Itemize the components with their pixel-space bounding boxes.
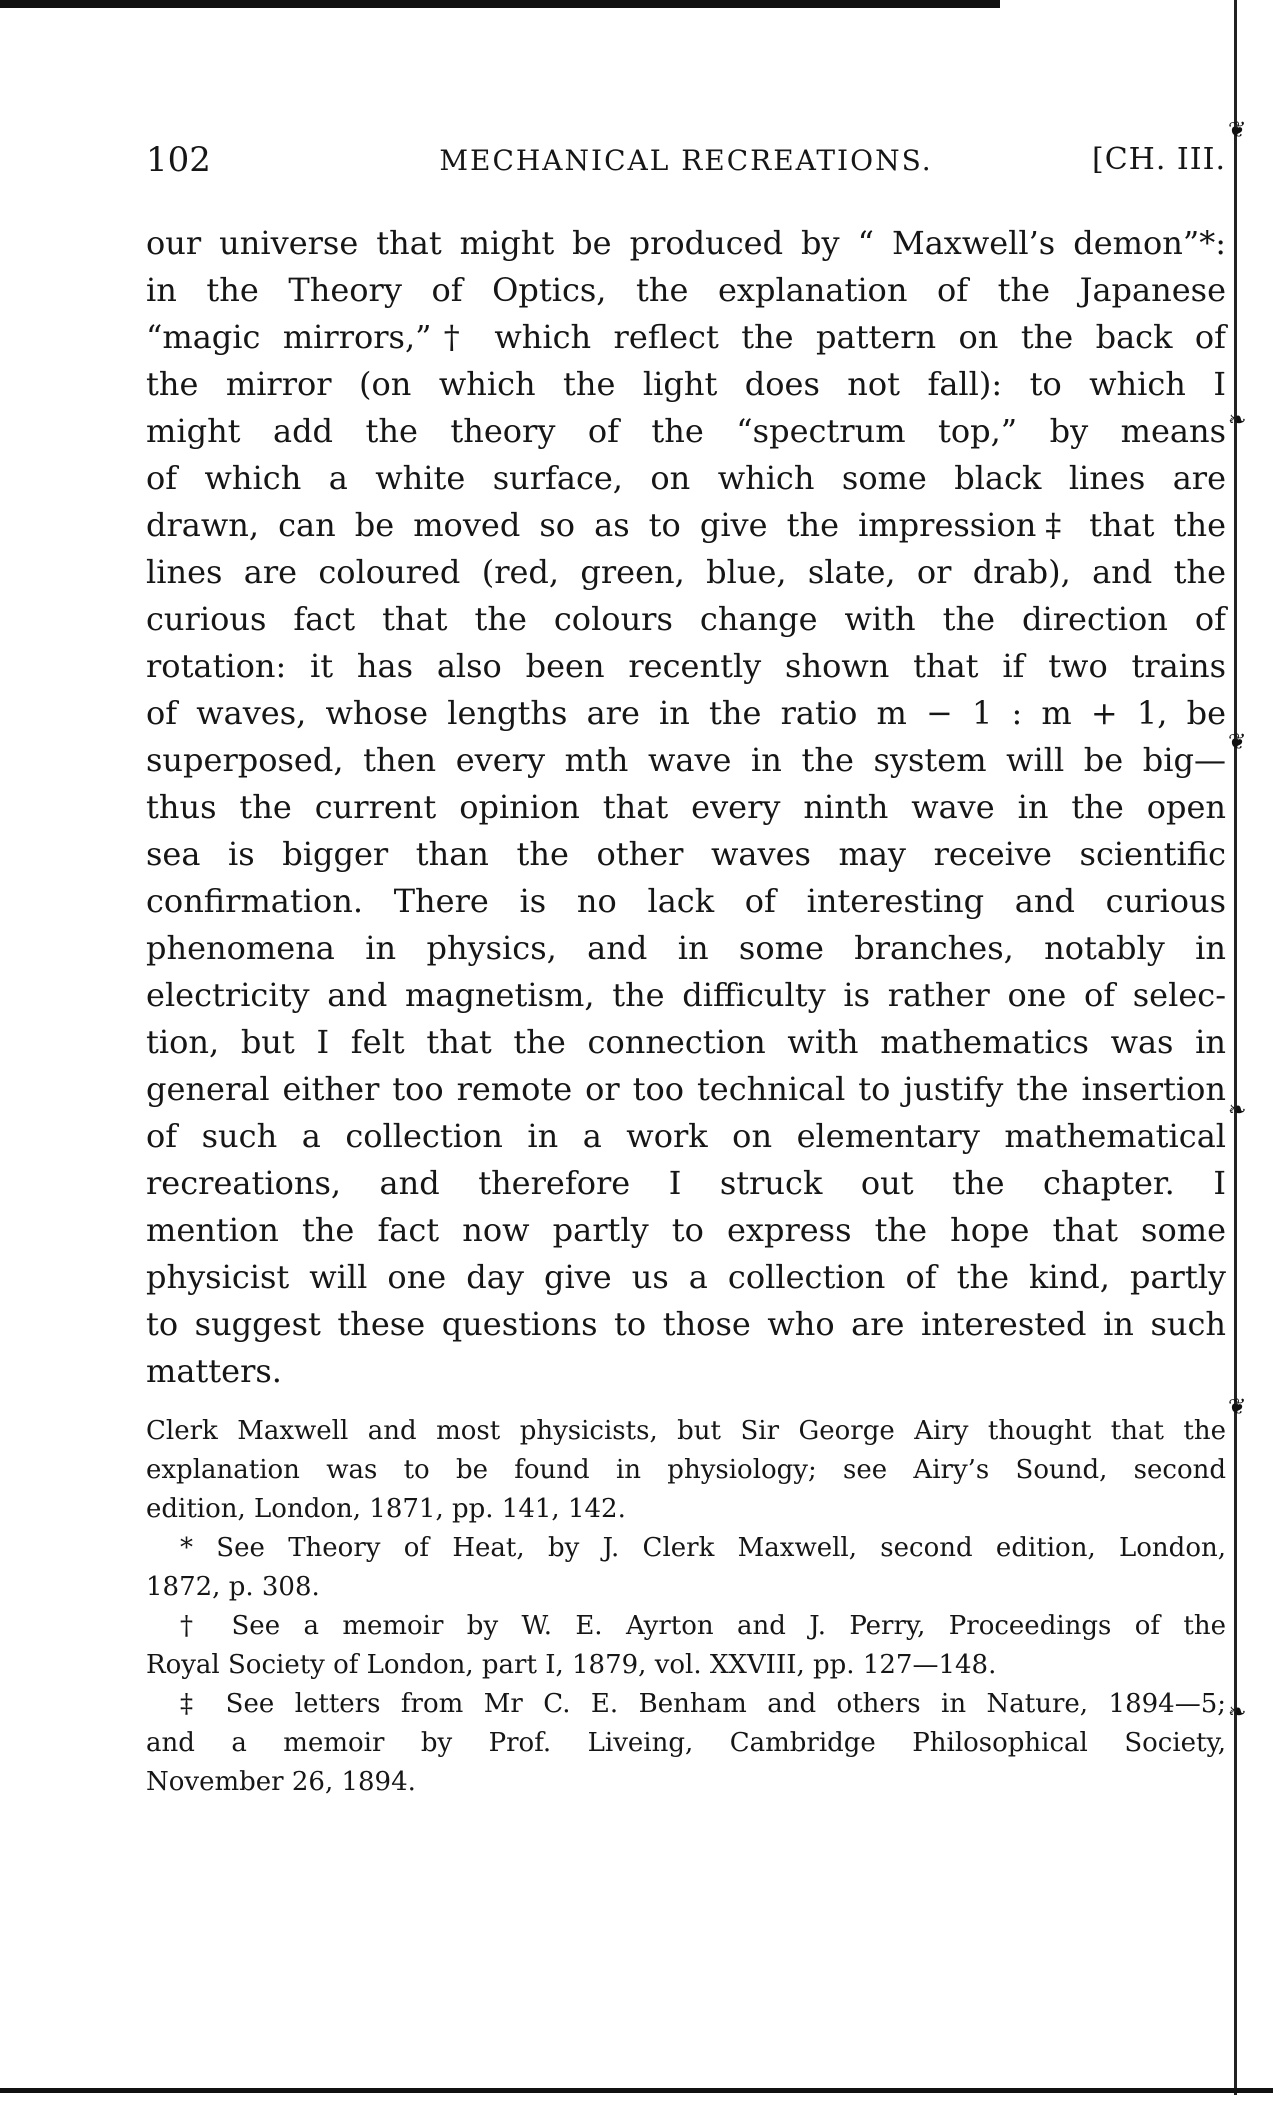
binding-mark-icon: ❧ (1228, 1098, 1247, 1123)
book-page (146, 130, 1226, 1797)
body-line: phenomena in physics, and in some branches, notably in (146, 929, 1226, 967)
body-line: drawn, can be moved so as to give the impression‡ that the (146, 506, 1226, 544)
footnote-line: 1872, p. 308. (146, 1572, 320, 1602)
page-number: 102 (146, 140, 211, 180)
body-line: tion, but I felt that the connection with mathematics was in (146, 1023, 1226, 1061)
footnote-line: November 26, 1894. (146, 1767, 416, 1797)
body-line: electricity and magnetism, the difficulty is rather one of selec- (146, 976, 1226, 1014)
body-line: thus the current opinion that every ninth wave in the open (146, 788, 1226, 826)
footnote-line: and a memoir by Prof. Liveing, Cambridge Philosophical Society, (146, 1728, 1226, 1758)
body-line: of which a white surface, on which some black lines are (146, 459, 1226, 497)
binding-mark-icon: ❧ (1228, 408, 1247, 433)
binding-mark-icon: ❦ (1228, 730, 1247, 755)
scan-edge-bottom (0, 2088, 1273, 2093)
body-line: in the Theory of Optics, the explanation of the Japanese (146, 271, 1226, 309)
chapter-label: [CH. III. (1092, 142, 1226, 177)
body-line: our universe that might be produced by “ Maxwell’s demon”*: (146, 224, 1226, 262)
footnote-line: edition, London, 1871, pp. 141, 142. (146, 1494, 626, 1524)
body-line: mention the fact now partly to express the hope that some (146, 1211, 1226, 1249)
body-line: might add the theory of the “spectrum top,” by means (146, 412, 1226, 450)
body-line: physicist will one day give us a collection of the kind, partly (146, 1258, 1226, 1296)
scan-edge-top (0, 0, 1000, 8)
body-line: recreations, and therefore I struck out the chapter. I (146, 1164, 1226, 1202)
body-line: “magic mirrors,”† which reflect the pattern on the back of (146, 318, 1226, 356)
body-line: sea is bigger than the other waves may receive scientific (146, 835, 1226, 873)
running-title: MECHANICAL RECREATIONS. (439, 144, 933, 177)
body-line: lines are coloured (red, green, blue, slate, or drab), and the (146, 553, 1226, 591)
body-line: to suggest these questions to those who are interested in such (146, 1305, 1226, 1343)
page-header (146, 130, 1226, 178)
footnote-line: explanation was to be found in physiology; see Airy’s Sound, second (146, 1455, 1226, 1485)
body-line: the mirror (on which the light does not fall): to which I (146, 365, 1226, 403)
footnote-line: † See a memoir by W. E. Ayrton and J. Perry, Proceedings of the (180, 1611, 1226, 1641)
binding-mark-icon: ❧ (1228, 1700, 1247, 1725)
scan-edge-right (1234, 0, 1237, 2095)
body-text (146, 220, 1226, 1395)
body-line: matters. (146, 1352, 282, 1390)
body-line: of waves, whose lengths are in the ratio m − 1 : m + 1, be (146, 694, 1226, 732)
body-line: superposed, then every mth wave in the system will be big— (146, 741, 1226, 779)
binding-mark-icon: ❦ (1228, 118, 1247, 143)
body-line: rotation: it has also been recently shown that if two trains (146, 647, 1226, 685)
body-line: of such a collection in a work on elementary mathematical (146, 1117, 1226, 1155)
footnote-line: * See Theory of Heat, by J. Clerk Maxwell, second edition, London, (180, 1533, 1226, 1563)
body-line: confirmation. There is no lack of interesting and curious (146, 882, 1226, 920)
footnotes (146, 1412, 1226, 1802)
footnote-line: Royal Society of London, part I, 1879, vol. XXVIII, pp. 127—148. (146, 1650, 997, 1680)
body-line: curious fact that the colours change with the direction of (146, 600, 1226, 638)
body-line: general either too remote or too technical to justify the insertion (146, 1070, 1226, 1108)
binding-mark-icon: ❦ (1228, 1395, 1247, 1420)
footnote-line: ‡ See letters from Mr C. E. Benham and others in Nature, 1894—5; (180, 1689, 1226, 1719)
footnote-line: Clerk Maxwell and most physicists, but Sir George Airy thought that the (146, 1416, 1226, 1446)
